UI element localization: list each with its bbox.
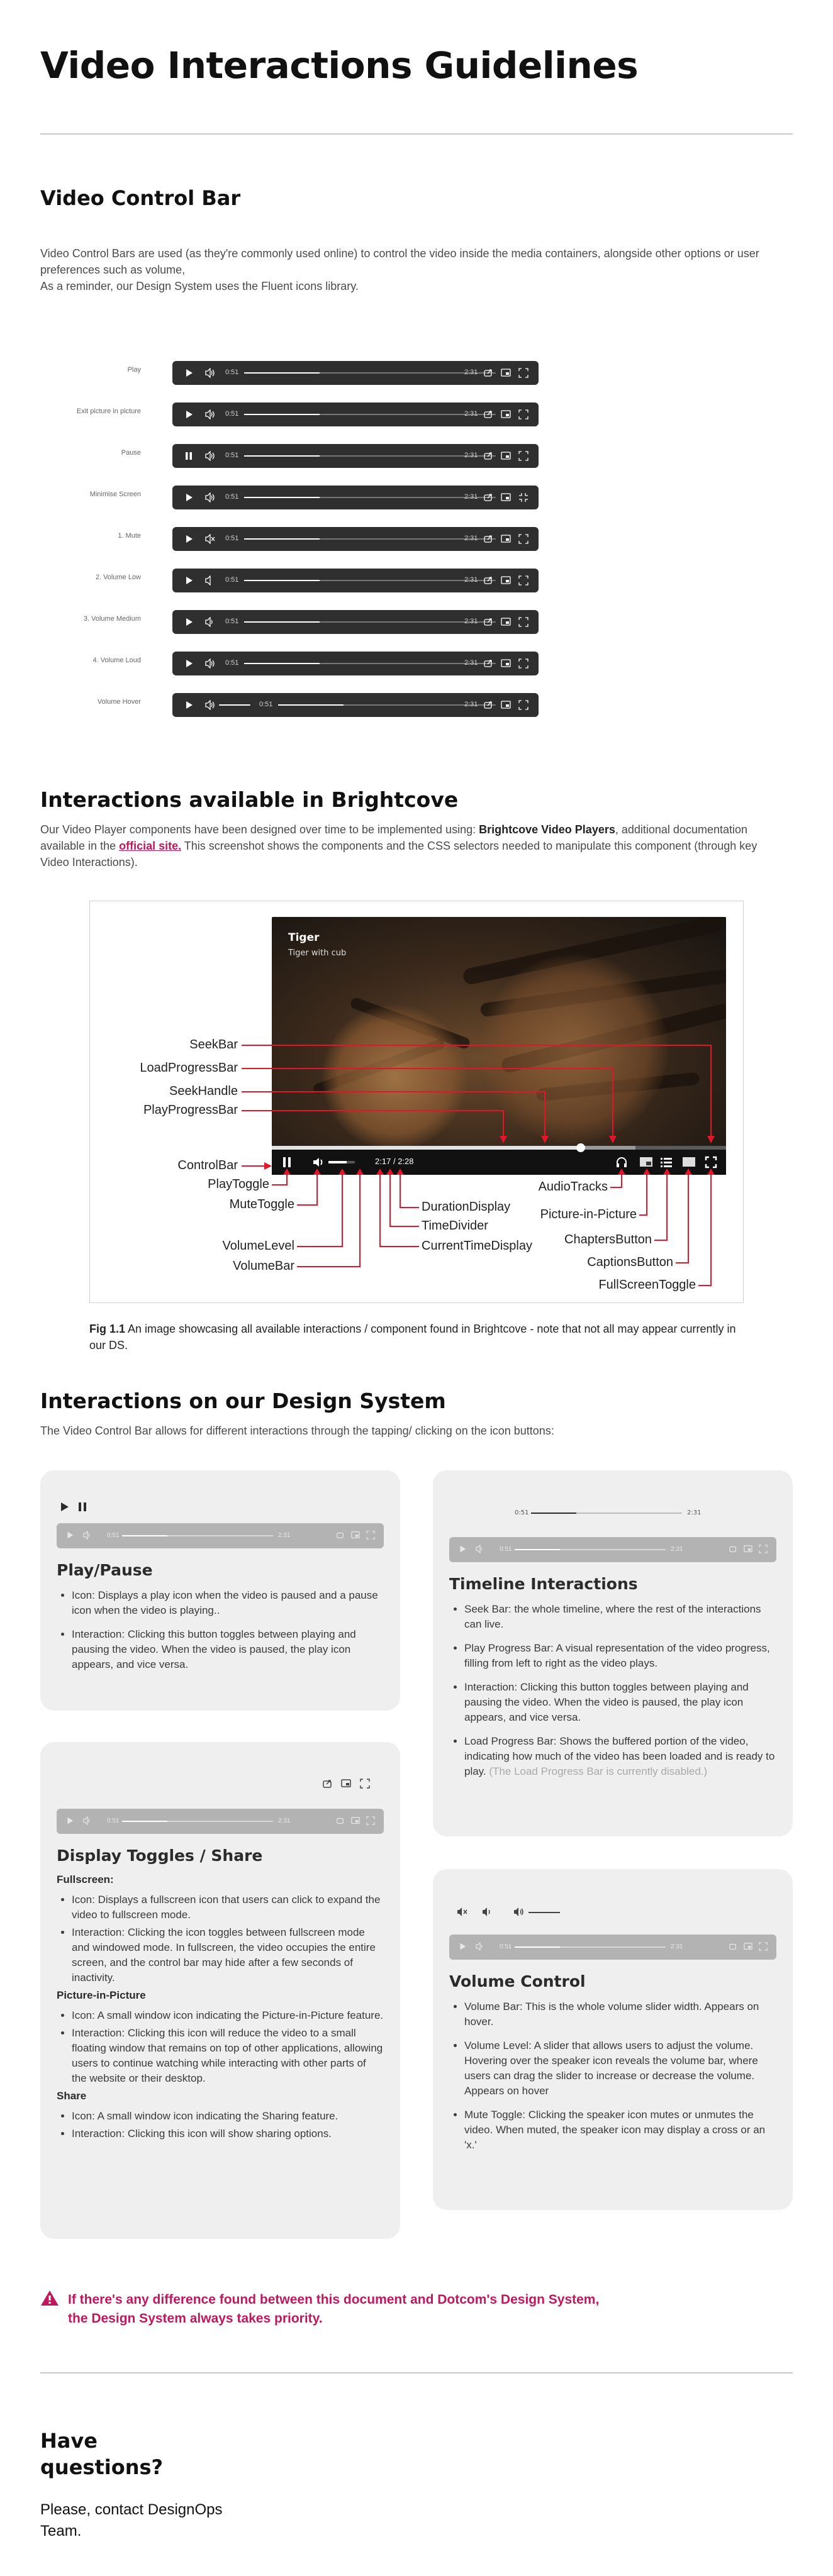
timeline-current-time: 0:51	[515, 1509, 529, 1516]
fullscreen-icon	[366, 1531, 375, 1540]
mini-control-bar	[449, 1935, 776, 1960]
contact-heading-2: questions?	[40, 2455, 164, 2479]
label-seek-bar: SeekBar	[189, 1038, 238, 1052]
mute-icon	[457, 1907, 468, 1917]
share-icon	[336, 1816, 345, 1825]
card-title: Display Toggles / Share	[57, 1846, 263, 1865]
current-time: 0:51	[259, 701, 273, 708]
label-control-bar: ControlBar	[177, 1158, 238, 1172]
brightcove-intro: Our Video Player components have been designed over time to be implemented using: Brightcove Video Players, additional documentation available in the official site. This screenshot shows the components and the CSS selectors needed to manipulate this component (through key Video Interactions).	[40, 823, 758, 869]
list-item: • Interaction: Clicking this icon will reduce the video to a small floating window that remains on top of other applications, allowing users to continue watching while interacting with other parts of the website or their desktop.	[72, 2026, 384, 2086]
timeline-seek-bar	[531, 1513, 682, 1514]
play-icon	[458, 1545, 467, 1553]
picture-in-picture-icon	[744, 1942, 752, 1951]
card-title: Timeline Interactions	[449, 1575, 638, 1593]
contact-text-2: Team.	[40, 2523, 82, 2540]
label-picture-in-picture: Picture-in-Picture	[540, 1208, 637, 1221]
play-progress-bar	[122, 1821, 167, 1822]
fullscreen-heading: Fullscreen:	[57, 1874, 114, 1885]
label-play-progress-bar: PlayProgressBar	[143, 1103, 238, 1117]
label-current-time-display: CurrentTimeDisplay	[422, 1239, 532, 1253]
current-time-display: 2:17	[375, 1157, 391, 1166]
figure-caption: Fig 1.1 An image showcasing all available interactions / component found in Brightcove - note that not all may appear currently in our DS.	[89, 1323, 736, 1352]
play-icon	[65, 1531, 74, 1540]
current-time: 0:51	[107, 1818, 120, 1824]
share-icon	[336, 1531, 345, 1540]
duration: 2:31	[464, 618, 478, 625]
design-system-intro: The Video Control Bar allows for different interactions through the tapping/ clicking on the icon buttons:	[40, 1424, 554, 1437]
current-time: 0:51	[107, 1532, 120, 1539]
share-list	[57, 2109, 384, 2141]
current-time: 0:51	[225, 493, 239, 501]
duration: 2:31	[464, 493, 478, 501]
pip-heading: Picture-in-Picture	[57, 1989, 146, 2001]
control-bar-state-label: Exit picture in picture	[76, 408, 141, 415]
list-item: • Play Progress Bar: A visual representation of the video progress, filling from left to right as the video plays.	[464, 1641, 776, 1671]
play-progress-bar	[122, 1535, 167, 1536]
list-item: • Icon: Displays a fullscreen icon that users can click to expand the video to fullscreen mode.	[72, 1892, 384, 1923]
current-time: 0:51	[500, 1546, 512, 1553]
video-subtitle: Tiger with cub	[288, 948, 347, 958]
volume-icon	[476, 1942, 484, 1951]
duration: 2:31	[671, 1943, 683, 1950]
volume-icon	[476, 1545, 484, 1553]
list-item: • Load Progress Bar: Shows the buffered portion of the video, indicating how much of the video has been loaded and is ready to play. (The Load Progress Bar is currently disabled.)	[464, 1734, 776, 1779]
control-bar-state-label: Pause	[121, 449, 141, 457]
official-site-link[interactable]: official site.	[119, 840, 182, 852]
timeline-list	[449, 1602, 776, 1779]
section-heading-brightcove: Interactions available in Brightcove	[40, 787, 459, 812]
current-time: 0:51	[225, 659, 239, 667]
label-seek-handle: SeekHandle	[169, 1084, 238, 1098]
duration: 2:31	[464, 701, 478, 708]
duration: 2:31	[464, 410, 478, 418]
share-heading: Share	[57, 2090, 87, 2102]
play-icon	[458, 1942, 467, 1951]
control-bar-state-label: 2. Volume Low	[95, 574, 141, 581]
control-bar-state-label: 4. Volume Loud	[92, 657, 141, 664]
current-time: 0:51	[225, 410, 239, 418]
duration-display: 2:28	[398, 1157, 414, 1166]
duration: 2:31	[278, 1532, 291, 1539]
picture-in-picture-icon	[744, 1545, 752, 1553]
video-title: Tiger	[288, 931, 320, 944]
duration: 2:31	[464, 452, 478, 459]
play-pause-list	[57, 1588, 384, 1672]
volume-icon	[83, 1816, 92, 1825]
seek-bar	[122, 1535, 273, 1536]
list-item: • Seek Bar: the whole timeline, where the rest of the interactions can live.	[464, 1602, 776, 1632]
pip-list	[57, 2008, 384, 2086]
mini-control-bar	[57, 1809, 384, 1834]
duration: 2:31	[278, 1818, 291, 1824]
contact-text-1: Please, contact DesignOps	[40, 2501, 223, 2518]
volume-low-icon	[482, 1907, 493, 1917]
intro-line-2: As a reminder, our Design System uses the Fluent icons library.	[40, 280, 359, 292]
play-progress-bar	[515, 1946, 560, 1948]
duration: 2:31	[671, 1546, 683, 1553]
pause-icon	[78, 1502, 87, 1512]
share-icon	[729, 1545, 737, 1553]
list-item: • Interaction: Clicking the icon toggles between fullscreen mode and windowed mode. In fullscreen, the video occupies the entire screen, and the control bar may hide after a few seconds of inactivity.	[72, 1925, 384, 1985]
label-volume-level: VolumeLevel	[222, 1239, 294, 1253]
list-item: • Interaction: Clicking this button toggles between playing and pausing the video. When the video is paused, the play icon appears, and vice versa.	[464, 1680, 776, 1725]
current-time: 0:51	[225, 535, 239, 542]
list-item: • Interaction: Clicking this icon will show sharing options.	[72, 2126, 384, 2141]
duration: 2:31	[464, 369, 478, 376]
play-icon	[65, 1816, 74, 1825]
picture-in-picture-icon	[351, 1531, 360, 1540]
current-time: 0:51	[225, 369, 239, 376]
list-item: • Volume Bar: This is the whole volume slider width. Appears on hover.	[464, 1999, 776, 2029]
label-audio-tracks: AudioTracks	[538, 1180, 608, 1194]
fullscreen-list	[57, 1892, 384, 1985]
label-chapters-button: ChaptersButton	[564, 1233, 652, 1246]
control-bar-state-label: 1. Mute	[118, 532, 141, 540]
share-icon	[322, 1779, 332, 1789]
divider	[40, 2372, 793, 2373]
card-title: Play/Pause	[57, 1561, 153, 1579]
label-mute-toggle: MuteToggle	[229, 1197, 294, 1211]
volume-medium-icon	[513, 1907, 525, 1917]
section-heading-design-system: Interactions on our Design System	[40, 1389, 446, 1413]
seek-bar	[515, 1946, 666, 1948]
seek-bar	[122, 1821, 273, 1822]
list-item: • Interaction: Clicking this button toggles between playing and pausing the video. When the video is paused, the play icon appears, and vice versa.	[72, 1627, 384, 1672]
label-captions-button: CaptionsButton	[587, 1255, 673, 1269]
seek-bar	[515, 1549, 666, 1550]
volume-icon	[83, 1531, 92, 1540]
fullscreen-icon	[366, 1816, 375, 1825]
control-bar-state-label: Play	[127, 366, 141, 374]
control-bar-state-label: 3. Volume Medium	[83, 615, 141, 623]
picture-in-picture-icon	[351, 1816, 360, 1825]
current-time: 0:51	[500, 1943, 512, 1950]
fullscreen-icon	[759, 1942, 768, 1951]
duration: 2:31	[464, 659, 478, 667]
priority-warning: If there's any difference found between this document and Dotcom's Design System, the Design System always takes priority.	[68, 2292, 600, 2326]
play-progress-bar	[515, 1549, 560, 1550]
picture-in-picture-icon	[341, 1779, 351, 1789]
duration: 2:31	[464, 576, 478, 584]
label-play-toggle: PlayToggle	[208, 1177, 269, 1191]
list-item: • Icon: Displays a play icon when the video is paused and a pause icon when the video is playing..	[72, 1588, 384, 1618]
timeline-progress	[531, 1513, 576, 1514]
contact-block	[40, 2428, 292, 2542]
time-divider: /	[393, 1157, 396, 1166]
intro-line-1: Video Control Bars are used (as they're commonly used online) to control the video inside the media containers, alongside other options or user preferences such as volume,	[40, 247, 759, 276]
page-title: Video Interactions Guidelines	[40, 44, 639, 87]
fullscreen-icon	[759, 1545, 768, 1553]
mini-control-bar	[57, 1523, 384, 1548]
label-load-progress-bar: LoadProgressBar	[140, 1061, 238, 1075]
control-bar-state-label: Minimise Screen	[89, 491, 141, 498]
label-volume-bar: VolumeBar	[233, 1259, 294, 1273]
label-fullscreen-toggle: FullScreenToggle	[598, 1278, 696, 1292]
volume-slider	[528, 1912, 560, 1913]
fullscreen-icon	[360, 1779, 370, 1789]
volume-list	[449, 1999, 776, 2153]
section-heading-control-bar: Video Control Bar	[40, 186, 241, 210]
contact-heading-1: Have	[40, 2429, 98, 2453]
label-duration-display: DurationDisplay	[422, 1200, 511, 1214]
play-icon	[59, 1502, 69, 1512]
current-time: 0:51	[225, 452, 239, 459]
current-time: 0:51	[225, 576, 239, 584]
list-item: • Mute Toggle: Clicking the speaker icon mutes or unmutes the video. When muted, the speaker icon may display a cross or an 'x.'	[464, 2107, 776, 2153]
control-bar-state-label: Volume Hover	[97, 698, 141, 706]
timeline-duration: 2:31	[687, 1509, 702, 1516]
list-item: • Icon: A small window icon indicating the Picture-in-Picture feature.	[72, 2008, 384, 2023]
duration: 2:31	[464, 535, 478, 542]
current-time: 0:51	[225, 618, 239, 625]
card-title: Volume Control	[449, 1972, 586, 1990]
share-icon	[729, 1942, 737, 1951]
list-item: • Volume Level: A slider that allows users to adjust the volume. Hovering over the speaker icon reveals the volume bar, where users can drag the slider to increase or decrease the volume. Appears on hover	[464, 2038, 776, 2099]
list-item: • Icon: A small window icon indicating the Sharing feature.	[72, 2109, 384, 2124]
label-time-divider: TimeDivider	[422, 1219, 488, 1233]
mini-control-bar	[449, 1537, 776, 1562]
